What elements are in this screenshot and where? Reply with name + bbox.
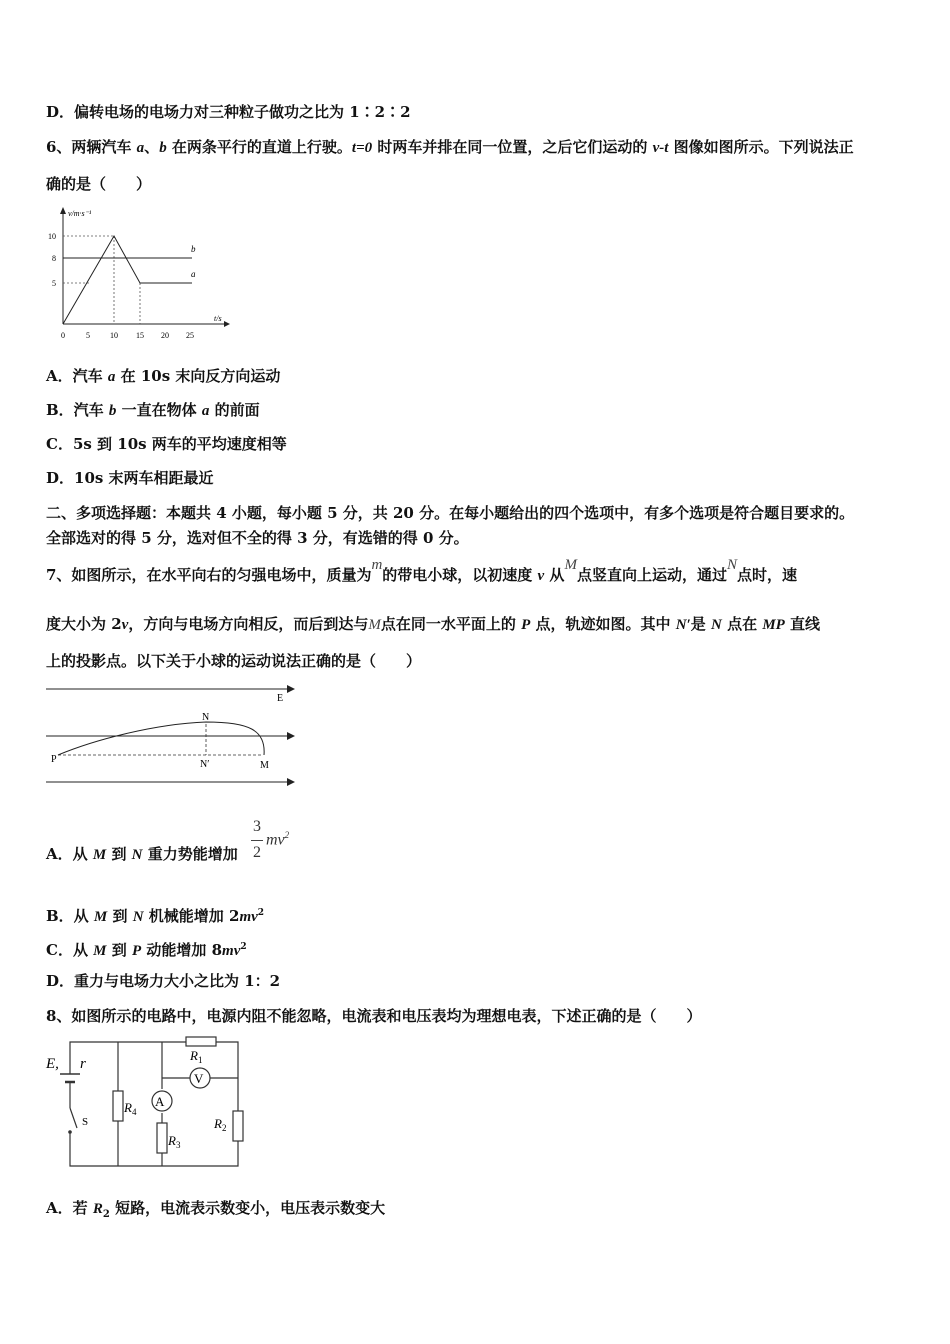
ammeter-label: A [155, 1094, 165, 1109]
label-R2: $R_2$ [214, 1116, 227, 1133]
fraction-bar [251, 840, 263, 841]
ytick-5: 5 [52, 279, 56, 288]
q6-vt-graph [44, 204, 234, 344]
label-r: r [80, 1056, 86, 1072]
label-E: E [277, 693, 284, 704]
y-axis-label: v/m·s⁻¹ [68, 209, 92, 218]
label-a: a [191, 269, 196, 279]
q7-option-d: D．重力与电场力大小之比为 1：2 [46, 972, 281, 990]
xtick-25: 25 [186, 331, 194, 340]
section2-line2: 全部选对的得 5 分，选对但不全的得 3 分，有选错的得 0 分。 [46, 529, 469, 547]
q6-option-d: D．10s 末两车相距最近 [46, 469, 214, 487]
q6-option-b: B．汽车 b 一直在物体 a 的前面 [46, 401, 260, 419]
x-axis-label: t/s [214, 314, 222, 323]
xtick-10: 10 [110, 331, 118, 340]
label-R1: $R_1$ [190, 1048, 203, 1065]
label-M: M [260, 760, 269, 771]
q6-option-a: A．汽车 a 在 10s 末向反方向运动 [46, 367, 281, 385]
section2-line1: 二、多项选择题：本题共 4 小题，每小题 5 分，共 20 分。在每小题给出的四个选项中，有多个选项是符合题目要求的。 [46, 504, 855, 522]
q7-stem-line1: 7、如图所示，在水平向右的匀强电场中，质量为m的带电小球，以初速度 v 从M点竖直向上运动，通过N点时，速 [46, 557, 797, 584]
line-a [63, 236, 192, 324]
label-R4: $R_4$ [124, 1100, 137, 1117]
q8-stem: 8、如图所示的电路中，电源内阻不能忽略，电流表和电压表均为理想电表，下述正确的是（ ） [46, 1007, 702, 1025]
ytick-10: 10 [48, 232, 56, 241]
q6-stem-line1: 6、两辆汽车 a、b 在两条平行的直道上行驶。t=0 时两车并排在同一位置，之后它们运动的 v-t 图像如图所示。下列说法正 [46, 138, 854, 156]
q7-stem-line2: 度大小为 2v，方向与电场方向相反，而后到达与M点在同一水平面上的 P 点，轨迹如图。其中 N′是 N 点在 MP 直线 [46, 615, 821, 633]
fraction-denominator: 2 [253, 844, 261, 861]
q7-option-a: A．从 M 到 N 重力势能增加 [46, 845, 238, 863]
xtick-5: 5 [86, 331, 90, 340]
label-R3: $R_3$ [168, 1133, 181, 1150]
label-N: N [202, 712, 210, 723]
xtick-0: 0 [61, 331, 65, 340]
q5-option-d: D．偏转电场的电场力对三种粒子做功之比为 1∶2∶2 [46, 103, 411, 121]
q8-circuit [44, 1034, 254, 1174]
q6-option-c: C．5s 到 10s 两车的平均速度相等 [46, 435, 287, 453]
q7-field-figure [44, 680, 304, 792]
label-P: P [51, 754, 57, 765]
label-E: E, [46, 1056, 59, 1072]
voltmeter-label: V [194, 1071, 204, 1086]
ytick-8: 8 [52, 254, 56, 263]
xtick-20: 20 [161, 331, 169, 340]
q7-option-c: C．从 M 到 P 动能增加 $8mv^2$ [46, 941, 247, 959]
fraction-numerator: 3 [253, 818, 261, 835]
q7-option-b: B．从 M 到 N 机械能增加 $2mv^2$ [46, 907, 265, 925]
label-S: S [82, 1116, 89, 1128]
label-b: b [191, 244, 196, 254]
q7-stem-line3: 上的投影点。以下关于小球的运动说法正确的是（ ） [46, 652, 422, 670]
xtick-15: 15 [136, 331, 144, 340]
trajectory [58, 722, 264, 755]
fraction-expr: $mv^2$ [266, 830, 290, 849]
label-Np: N′ [200, 759, 210, 770]
q6-stem-line2: 确的是（ ） [46, 175, 152, 193]
q8-option-a: A．若 $R_2$ 短路，电流表示数变小，电压表示数变大 [46, 1199, 386, 1220]
